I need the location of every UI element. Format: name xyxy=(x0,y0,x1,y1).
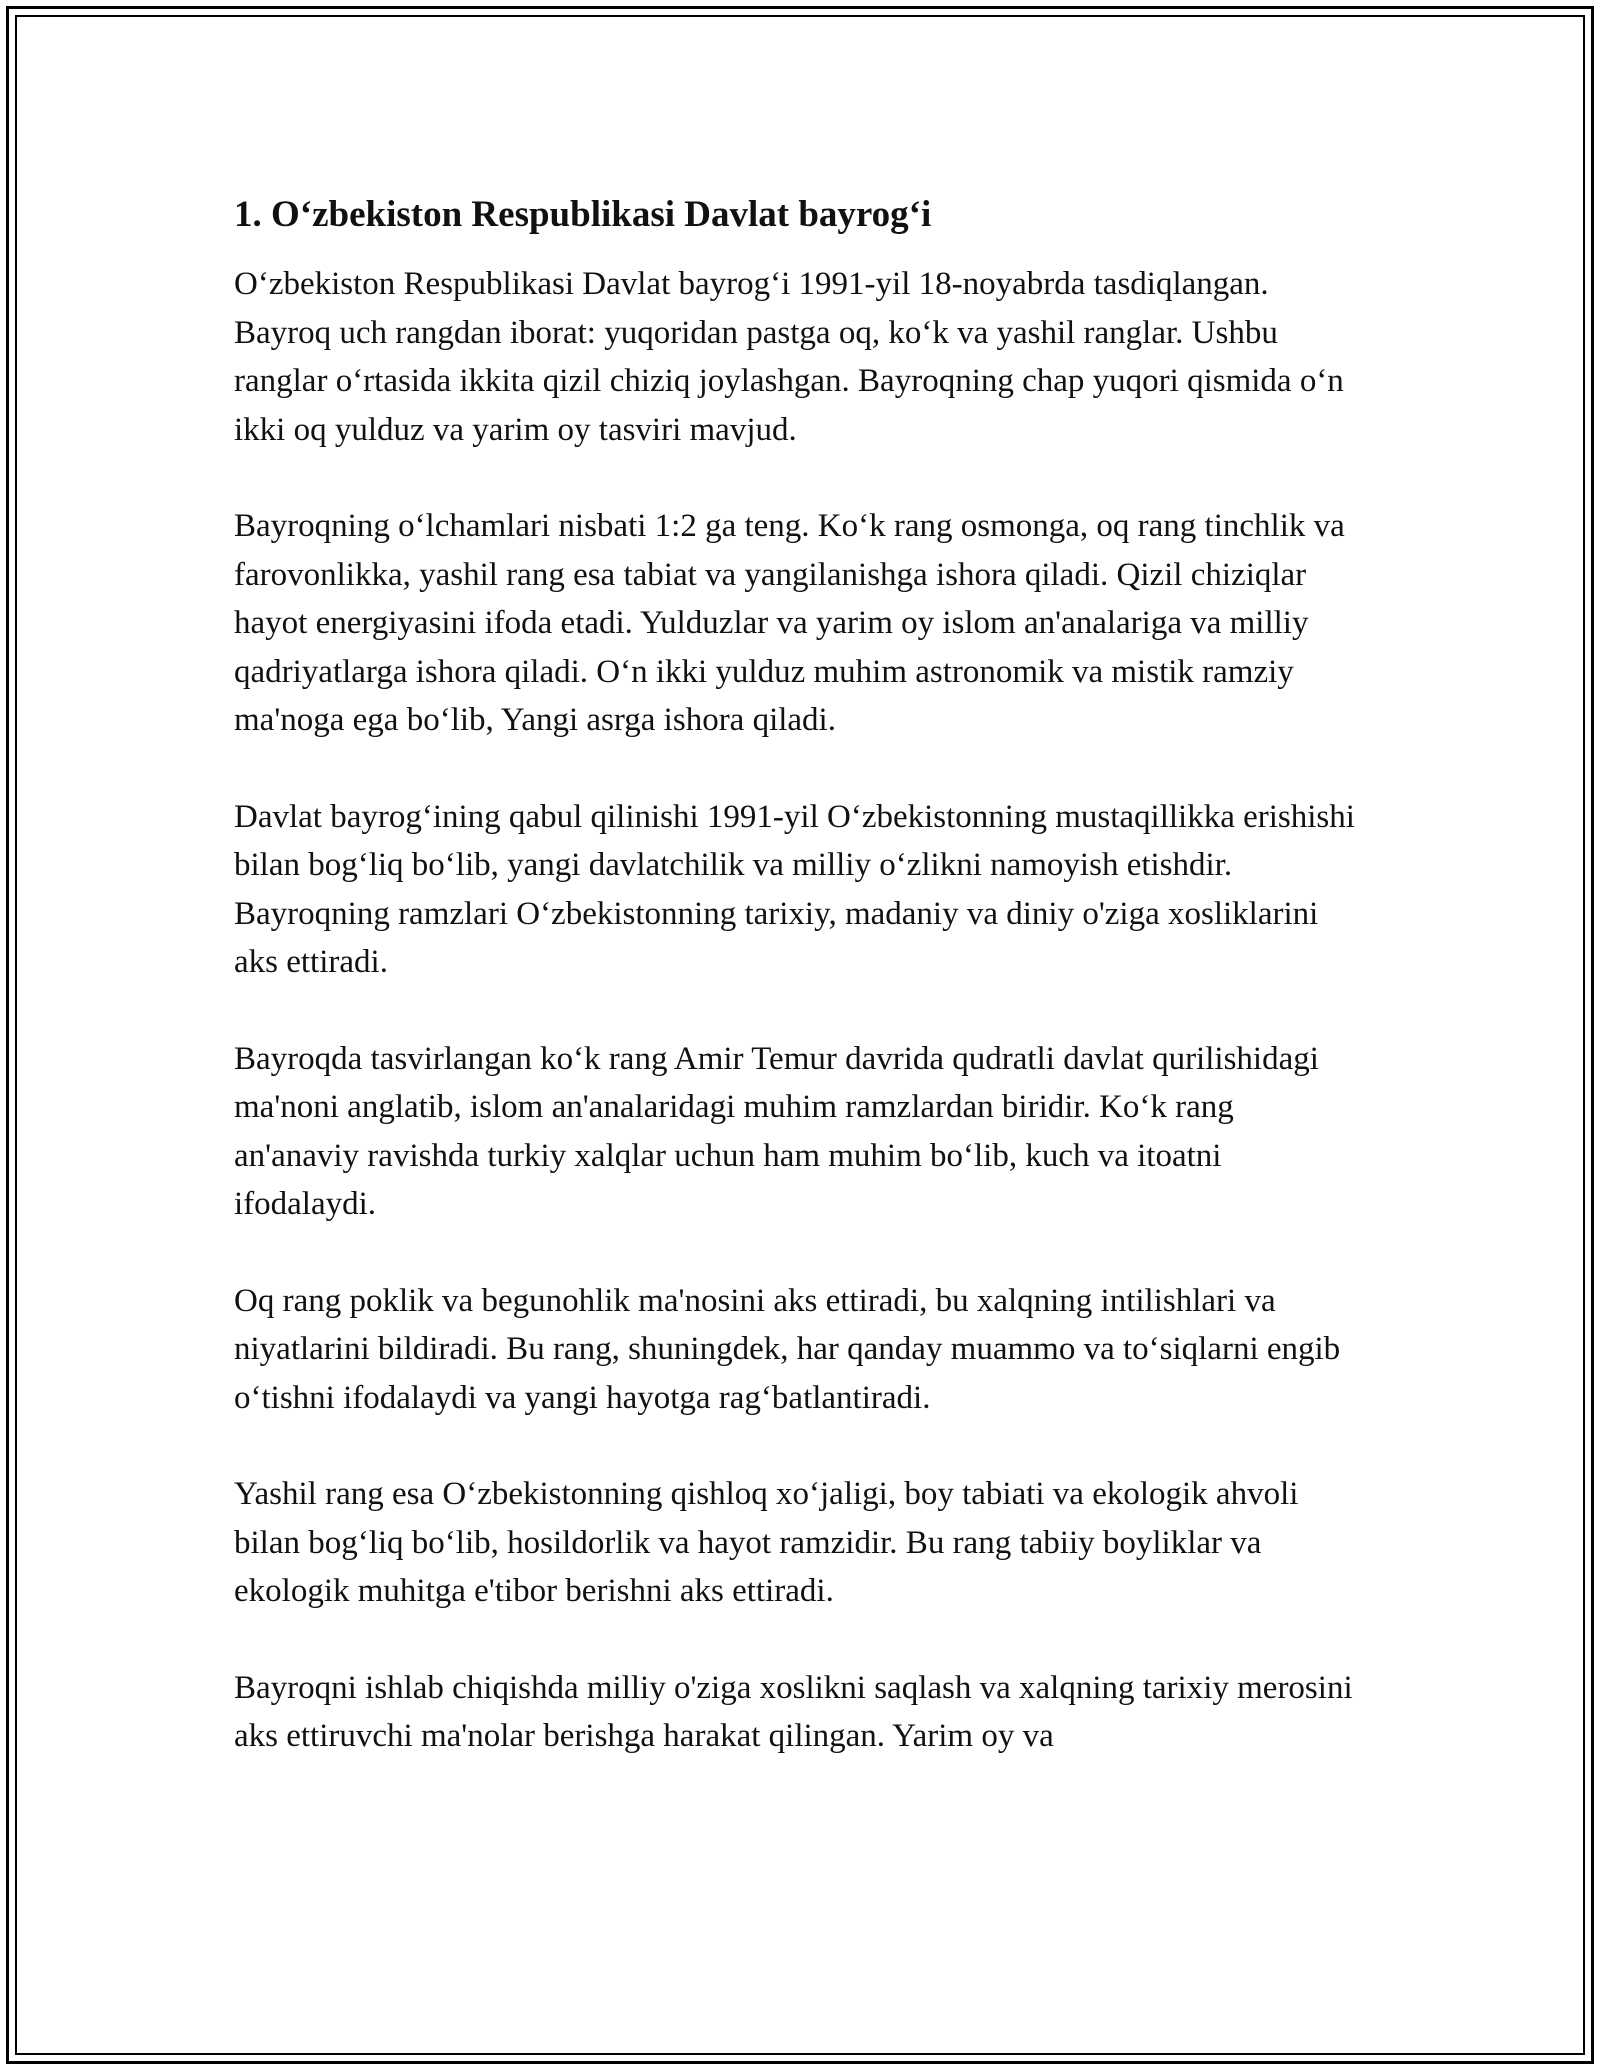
section-title: 1. Oʻzbekiston Respublikasi Davlat bayrogʻi xyxy=(234,194,932,235)
paragraph-1: Oʻzbekiston Respublikasi Davlat bayrogʻi 1991-yil 18-noyabrda tasdiqlangan. Bayroq uch rangdan iborat: yuqoridan pastga oq, koʻk va yashil ranglar. Ushbu ranglar oʻrtasida ikkita qizil chiziq joylashgan. Bayroqning chap yuqori qismida oʻn ikki oq yulduz va yarim oy tasviri mavjud. xyxy=(234,266,1344,448)
paragraph-6: Yashil rang esa Oʻzbekistonning qishloq xoʻjaligi, boy tabiati va ekologik ahvoli bilan bogʻliq boʻlib, hosildorlik va hayot ramzidir. Bu rang tabiiy boyliklar va ekologik muhitga e'tibor berishni aks ettiradi. xyxy=(234,1476,1299,1609)
paragraph-7: Bayroqni ishlab chiqishda milliy o'ziga xoslikni saqlash va xalqning tarixiy merosini aks ettiruvchi ma'nolar berishga harakat qilingan. Yarim oy va xyxy=(234,1669,1353,1754)
document-body xyxy=(234,192,1364,1809)
paragraph-4: Bayroqda tasvirlangan koʻk rang Amir Temur davrida qudratli davlat qurilishidagi ma'noni anglatib, islom an'analaridagi muhim ramzlardan biridir. Koʻk rang an'anaviy ravishda turkiy xalqlar uchun ham muhim boʻlib, kuch va itoatni ifodalaydi. xyxy=(234,1040,1319,1222)
paragraph-5: Oq rang poklik va begunohlik ma'nosini aks ettiradi, bu xalqning intilishlari va niyatlarini bildiradi. Bu rang, shuningdek, har qanday muammo va toʻsiqlarni engib oʻtishni ifodalaydi va yangi hayotga ragʻbatlantiradi. xyxy=(234,1282,1341,1416)
paragraph-3: Davlat bayrogʻining qabul qilinishi 1991-yil Oʻzbekistonning mustaqillikka erishishi bilan bogʻliq boʻlib, yangi davlatchilik va milliy oʻzlikni namoyish etishdir. Bayroqning ramzlari Oʻzbekistonning tarixiy, madaniy va diniy o'ziga xosliklarini aks ettiradi. xyxy=(234,798,1355,980)
paragraph-2: Bayroqning oʻlchamlari nisbati 1:2 ga teng. Koʻk rang osmonga, oq rang tinchlik va farovonlikka, yashil rang esa tabiat va yangilanishga ishora qiladi. Qizil chiziqlar hayot energiyasini ifoda etadi. Yulduzlar va yarim oy islom an'analariga va milliy qadriyatlarga ishora qiladi. Oʻn ikki yulduz muhim astronomik va mistik ramziy ma'noga ega boʻlib, Yangi asrga ishora qiladi. xyxy=(234,508,1345,738)
